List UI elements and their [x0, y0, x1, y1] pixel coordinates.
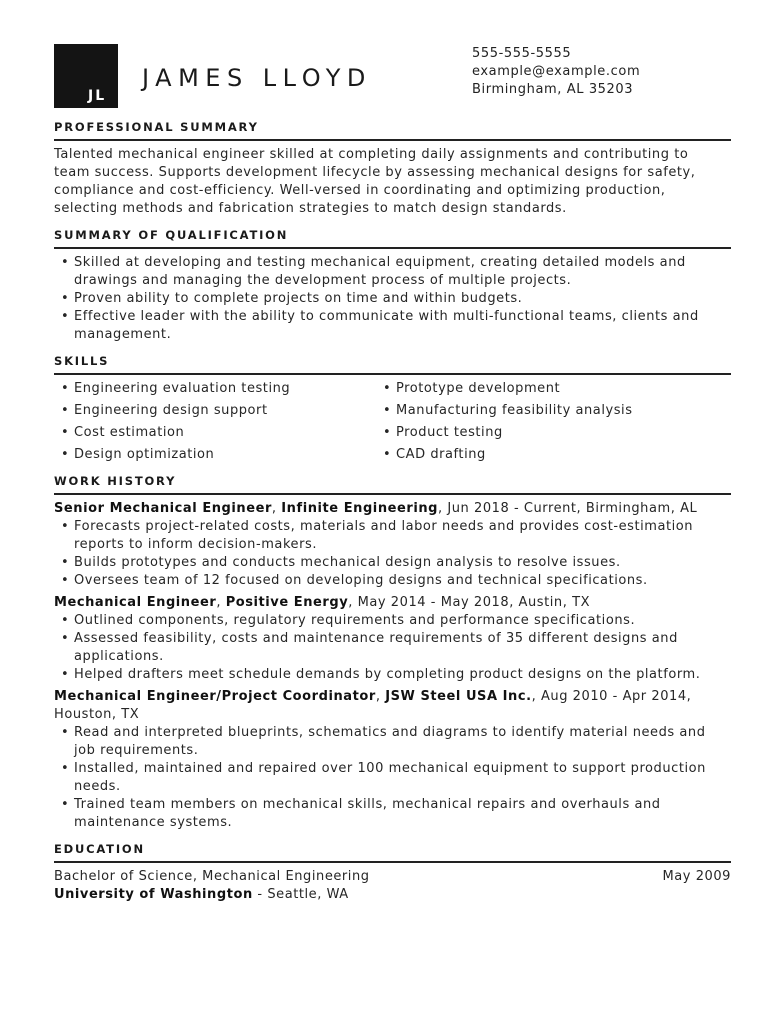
- section-title: WORK HISTORY: [54, 474, 731, 495]
- qualification-list: [54, 254, 731, 344]
- monogram-initials: JL: [88, 88, 107, 104]
- skill-item: • Product testing: [376, 424, 698, 442]
- section-qualification: [54, 228, 731, 344]
- education-school-row: [54, 886, 731, 904]
- job-title: Senior Mechanical Engineer: [54, 501, 272, 516]
- education-degree-row: [54, 868, 731, 886]
- list-item: • Outlined components, regulatory requirements and performance specifications.: [54, 612, 731, 630]
- contact-block: [472, 45, 640, 99]
- skills-list: [54, 380, 731, 464]
- candidate-name: JAMES LLOYD: [142, 64, 372, 92]
- job-bullets: [54, 518, 731, 590]
- summary-text: [54, 146, 731, 218]
- list-item: • Forecasts project-related costs, materials and labor needs and provides cost-estimation reports to inform decision-makers.: [54, 518, 731, 554]
- job-entry: [54, 594, 731, 684]
- contact-email: example@example.com: [472, 64, 641, 79]
- section-professional-summary: [54, 120, 731, 218]
- resume-page: [54, 44, 731, 904]
- education-date: May 2009: [662, 869, 731, 884]
- job-details: , Aug 2010 - Apr 2014, Houston, TX: [54, 689, 692, 722]
- list-item: • Builds prototypes and conducts mechanical design analysis to resolve issues.: [54, 554, 731, 572]
- list-item: • Installed, maintained and repaired over 100 mechanical equipment to support production needs.: [54, 760, 731, 796]
- job-header: Mechanical Engineer, Positive Energy, May 2014 - May 2018, Austin, TX: [54, 595, 591, 610]
- job-bullets: [54, 724, 731, 832]
- job-entry: [54, 500, 731, 590]
- section-title: SKILLS: [54, 354, 731, 375]
- section-work-history: [54, 474, 731, 832]
- job-header: Senior Mechanical Engineer, Infinite Engineering, Jun 2018 - Current, Birmingham, AL: [54, 501, 698, 516]
- skill-item: • Cost estimation: [54, 424, 376, 442]
- education-location: - Seattle, WA: [252, 887, 349, 902]
- skill-item: • Engineering evaluation testing: [54, 380, 376, 398]
- job-title: Mechanical Engineer: [54, 595, 217, 610]
- section-education: [54, 842, 731, 904]
- education-degree: Bachelor of Science, Mechanical Engineering: [54, 869, 370, 884]
- list-item: • Assessed feasibility, costs and maintenance requirements of 35 different designs and applications.: [54, 630, 731, 666]
- summary-line: Talented mechanical engineer skilled at completing daily assignments and contributing to: [54, 147, 689, 162]
- contact-location: Birmingham, AL 35203: [472, 82, 634, 97]
- monogram-badge: [54, 44, 118, 108]
- job-company: Positive Energy: [225, 595, 349, 610]
- list-item: • Skilled at developing and testing mechanical equipment, creating detailed models and drawings and managing the development process of multiple projects.: [54, 254, 731, 290]
- list-item: • Proven ability to complete projects on time and within budgets.: [54, 290, 731, 308]
- list-item: • Read and interpreted blueprints, schematics and diagrams to identify material needs and job requirements.: [54, 724, 731, 760]
- job-company: JSW Steel USA Inc.: [385, 689, 532, 704]
- job-bullets: [54, 612, 731, 684]
- skill-item: • Prototype development: [376, 380, 698, 398]
- contact-phone: 555-555-5555: [472, 46, 572, 61]
- list-item: • Oversees team of 12 focused on developing designs and technical specifications.: [54, 572, 731, 590]
- job-details: , Jun 2018 - Current, Birmingham, AL: [437, 501, 698, 516]
- resume-header: [54, 44, 731, 114]
- skill-item: • Engineering design support: [54, 402, 376, 420]
- job-entry: [54, 688, 731, 832]
- list-item: • Trained team members on mechanical skills, mechanical repairs and overhauls and maintenance systems.: [54, 796, 731, 832]
- summary-line: team success. Supports development lifecycle by assessing mechanical designs for safety, compliance and cost-efficiency. Well-versed in coordinating and optimizing production, selecting methods and fabrication strategies to match design standards.: [54, 165, 696, 216]
- section-title: EDUCATION: [54, 842, 731, 863]
- skill-item: • Manufacturing feasibility analysis: [376, 402, 698, 420]
- job-header: Mechanical Engineer/Project Coordinator, JSW Steel USA Inc., Aug 2010 - Apr 2014, Houston, TX: [54, 689, 692, 722]
- job-details: , May 2014 - May 2018, Austin, TX: [348, 595, 591, 610]
- job-title: Mechanical Engineer/Project Coordinator: [54, 689, 376, 704]
- skill-item: • CAD drafting: [376, 446, 698, 464]
- section-skills: [54, 354, 731, 464]
- list-item: • Helped drafters meet schedule demands by completing product designs on the platform.: [54, 666, 731, 684]
- section-title: SUMMARY OF QUALIFICATION: [54, 228, 731, 249]
- skill-item: • Design optimization: [54, 446, 376, 464]
- list-item: • Effective leader with the ability to communicate with multi-functional teams, clients and management.: [54, 308, 731, 344]
- education-school: University of Washington: [54, 887, 253, 902]
- job-company: Infinite Engineering: [281, 501, 438, 516]
- section-title: PROFESSIONAL SUMMARY: [54, 120, 731, 141]
